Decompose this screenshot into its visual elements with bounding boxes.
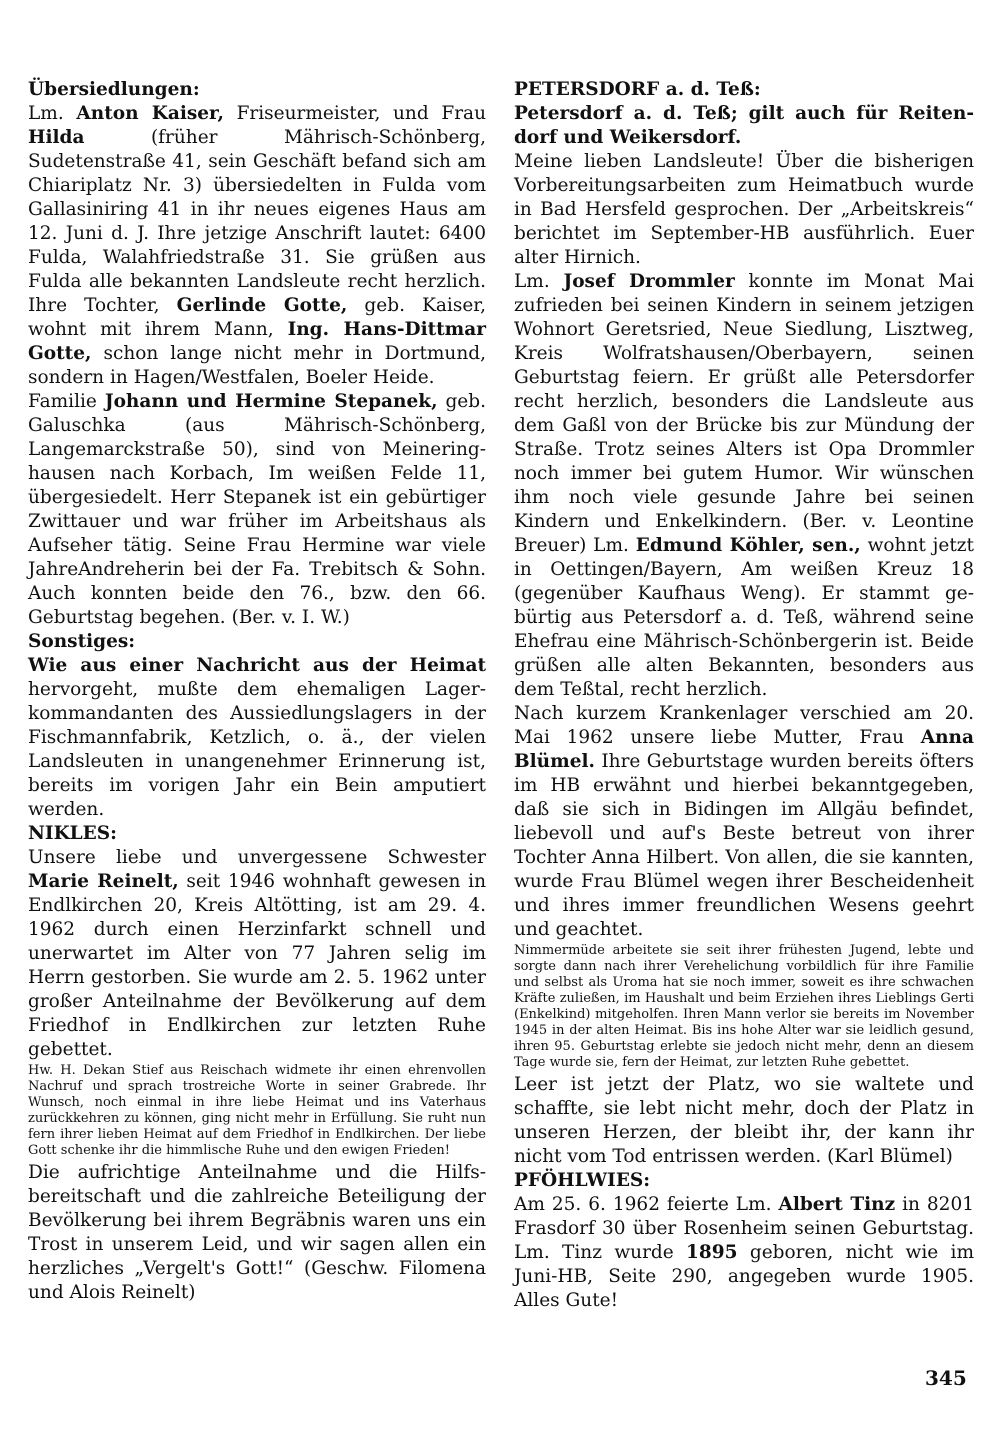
bold-name: Hilda <box>28 127 85 148</box>
paragraph-reinelt: Unsere liebe und unvergessene Schwester Marie Reinelt, seit 1946 wohnhaft gewesen in Endlkirchen 20, Kreis Altötting, ist am 29. 4. 1962 durch einen Herzinfarkt schnell und unerwartet im Alter von 77 Jahren selig im Herrn gestorben. Sie wurde am 2. 5. 1962 unter großer Anteilnahme der Bevölkerung auf dem Friedhof in Endlkirchen zur letzten Ruhe gebettet. <box>28 847 486 1060</box>
heading-nikles: NIKLES: <box>28 823 117 844</box>
right-column <box>514 78 974 1313</box>
bold-name: 1895 <box>686 1242 738 1263</box>
bold-name: Anton Kaiser, <box>76 103 224 124</box>
paragraph-tinz: Am 25. 6. 1962 feierte Lm. Albert Tinz in 8201 Frasdorf 30 über Rosenheim seinen Geburtstag. Lm. Tinz wurde 1895 geboren, nicht wie im Juni-HB, Seite 290, angegeben wurde 1905. Alles Gute! <box>514 1194 974 1311</box>
bold-name: Johann und Hermine Stepanek, <box>104 391 438 412</box>
paragraph-heimatbuch: Meine lieben Landsleute! Über die bisherigen Vorbereitungsarbeiten zum Heimatbuch wurde in Bad Hersfeld gesprochen. Der „Arbeitskreis“ berichtet im September-HB ausführlich. Euer alter Hirnich. <box>514 151 974 268</box>
paragraph-leer: Leer ist jetzt der Platz, wo sie waltete und schaffte, sie lebt nicht mehr, doch der Platz in unseren Herzen, der bleibt ihr, der kann ihr nicht vom Tod entrissen werden. (Karl Blümel) <box>514 1074 974 1167</box>
subheading-petersdorf: Petersdorf a. d. Teß; gilt auch für Reitendorf und Weikersdorf. <box>514 103 974 148</box>
bold-name: Gerlinde Gotte, <box>176 295 348 316</box>
paragraph-bluemel: Nach kurzem Krankenlager verschied am 20. Mai 1962 unsere liebe Mutter, Frau Anna Blümel. Ihre Geburtstage wurden bereits öfters im HB erwähnt und hierbei bekanntgegeben, daß sie sich in Bidingen im Allgäu befindet, liebevoll und auf's Beste betreut von ihrer Tochter Anna Hilbert. Von allen, die sie kannten, wurde Frau Blümel wegen ihrer Bescheidenheit und ihres immer freundlichen Wesens geehrt und geachtet. <box>514 703 974 940</box>
left-column <box>28 78 486 1305</box>
heading-pfoehlwies: PFÖHLWIES: <box>514 1170 651 1191</box>
paragraph-drommler: Lm. Josef Drommler konnte im Monat Mai zufrieden bei seinen Kindern in seinem jetzigen Wohnort Geretsried, Neue Siedlung, Lisztweg, Kreis Wolfratshausen/Oberbayern, seinen Geburtstag feiern. Er grüßt alle Petersdorfer recht herzlich, besonders die Landsleute aus dem Gaßl von der Brücke bis zur Mündung der Straße. Trotz seines Alters ist Opa Drommler noch immer bei gutem Humor. Wir wünschen ihm noch viele gesunde Jahre bei seinen Kindern und Enkelkindern. (Ber. v. Leontine Breuer) Lm. Edmund Köhler, sen., wohnt jetzt in Oettingen/Bayern, Am weißen Kreuz 18 (gegenüber Kaufhaus Weng). Er stammt gebürtig aus Petersdorf a. d. Teß, während seine Ehefrau eine Mährisch-Schönbergerin ist. Beide grüßen alle alten Bekannten, besonders aus dem Teßtal, recht herzlich. <box>514 271 975 700</box>
bold-name: Josef Drommler <box>563 271 735 292</box>
bold-name: Albert Tinz <box>778 1194 896 1215</box>
heading-sonstiges: Sonstiges: <box>28 631 136 652</box>
page-number: 345 <box>925 1366 967 1390</box>
paragraph-anteilnahme: Die aufrichtige Anteilnahme und die Hilfsbereitschaft und die zahlreiche Beteiligung der Bevölkerung bei ihrem Begräbnis waren uns ein Trost in unserem Leid, und wir sagen allen ein herzliches „Vergelt's Gott!“ (Geschw. Filomena und Alois Reinelt) <box>28 1162 486 1303</box>
paragraph-stepanek: Familie Johann und Hermine Stepanek, geb. Galuschka (aus Mährisch-Schönberg, Langemarckstraße 50), sind von Meineringhausen nach Korbach, Im weißen Felde 11, übergesiedelt. Herr Stepanek ist ein gebürtiger Zwittauer und war früher im Arbeitshaus als Aufseher tätig. Seine Frau Hermine war viele JahreAndreherin bei der Fa. Trebitsch & Sohn. Auch konnten beide den 76., bzw. den 66. Geburtstag begehen. (Ber. v. I. W.) <box>28 391 486 628</box>
bold-name: Edmund Köhler, sen., <box>635 535 861 556</box>
heading-uebersiedlungen: Übersiedlungen: <box>28 79 200 100</box>
bold-name: Wie aus einer Nachricht aus der Heimat <box>28 655 486 676</box>
heading-petersdorf: PETERSDORF a. d. Teß: <box>514 79 761 100</box>
paragraph-nachricht: Wie aus einer Nachricht aus der Heimat hervorgeht, mußte dem ehemaligen Lagerkommandanten des Aussiedlungslagers in der Fischmannfabrik, Ketzlich, o. ä., der vielen Landsleuten in unangenehmer Erinnerung ist, bereits im vorigen Jahr ein Bein amputiert werden. <box>28 655 486 820</box>
paragraph-kaiser: Lm. Anton Kaiser, Friseurmeister, und Frau Hilda (früher Mährisch-Schönberg, Sudetenstraße 41, sein Geschäft befand sich am Chiariplatz Nr. 3) übersiedelten in Fulda vom Gallasiniring 41 in ihr neues eigenes Haus am 12. Juni d. J. Ihre jetzige Anschrift lautet: 6400 Fulda, Walahfriedstraße 31. Sie grüßen aus Fulda alle bekannten Landsleute recht herzlich. Ihre Tochter, Gerlinde Gotte, geb. Kaiser, wohnt mit ihrem Mann, Ing. Hans-Dittmar Gotte, schon lange nicht mehr in Dortmund, sondern in Hagen/Westfalen, Boeler Heide. <box>28 103 486 388</box>
paragraph-bluemel-small: Nimmermüde arbeitete sie seit ihrer frühesten Jugend, lebte und sorgte dann nach ihrer Verehelichung vorbildlich für ihre Familie und selbst als Uroma hat sie noch immer, soweit es ihre schwachen Kräfte zuließen, im Haushalt und beim Erziehen ihres Lieblings Gerti (Enkelkind) mitgeholfen. Ihren Mann verlor sie bereits im November 1945 in der alten Heimat. Bis ins hohe Alter war sie leidlich gesund, ihren 95. Geburtstag erlebte sie jedoch nicht mehr, denn an diesem Tage wurde sie, fern der Heimat, zur letzten Ruhe gebettet. <box>514 943 974 1070</box>
bold-name: Ing. Hans-Dittmar Gotte, <box>28 319 486 364</box>
bold-name: Anna Blümel. <box>514 727 974 772</box>
paragraph-reinelt-small: Hw. H. Dekan Stief aus Reischach widmete ihr einen ehrenvollen Nachruf und sprach trostreiche Worte in seiner Grabrede. Ihr Wunsch, noch einmal in ihre liebe Heimat und ins Vaterhaus zurückkehren zu können, ging nicht mehr in Erfüllung. Sie ruht nun fern ihrer lieben Heimat auf dem Friedhof in Endlkirchen. Der liebe Gott schenke ihr die himmlische Ruhe und den ewigen Frieden! <box>28 1063 486 1158</box>
bold-name: Marie Reinelt, <box>28 871 179 892</box>
